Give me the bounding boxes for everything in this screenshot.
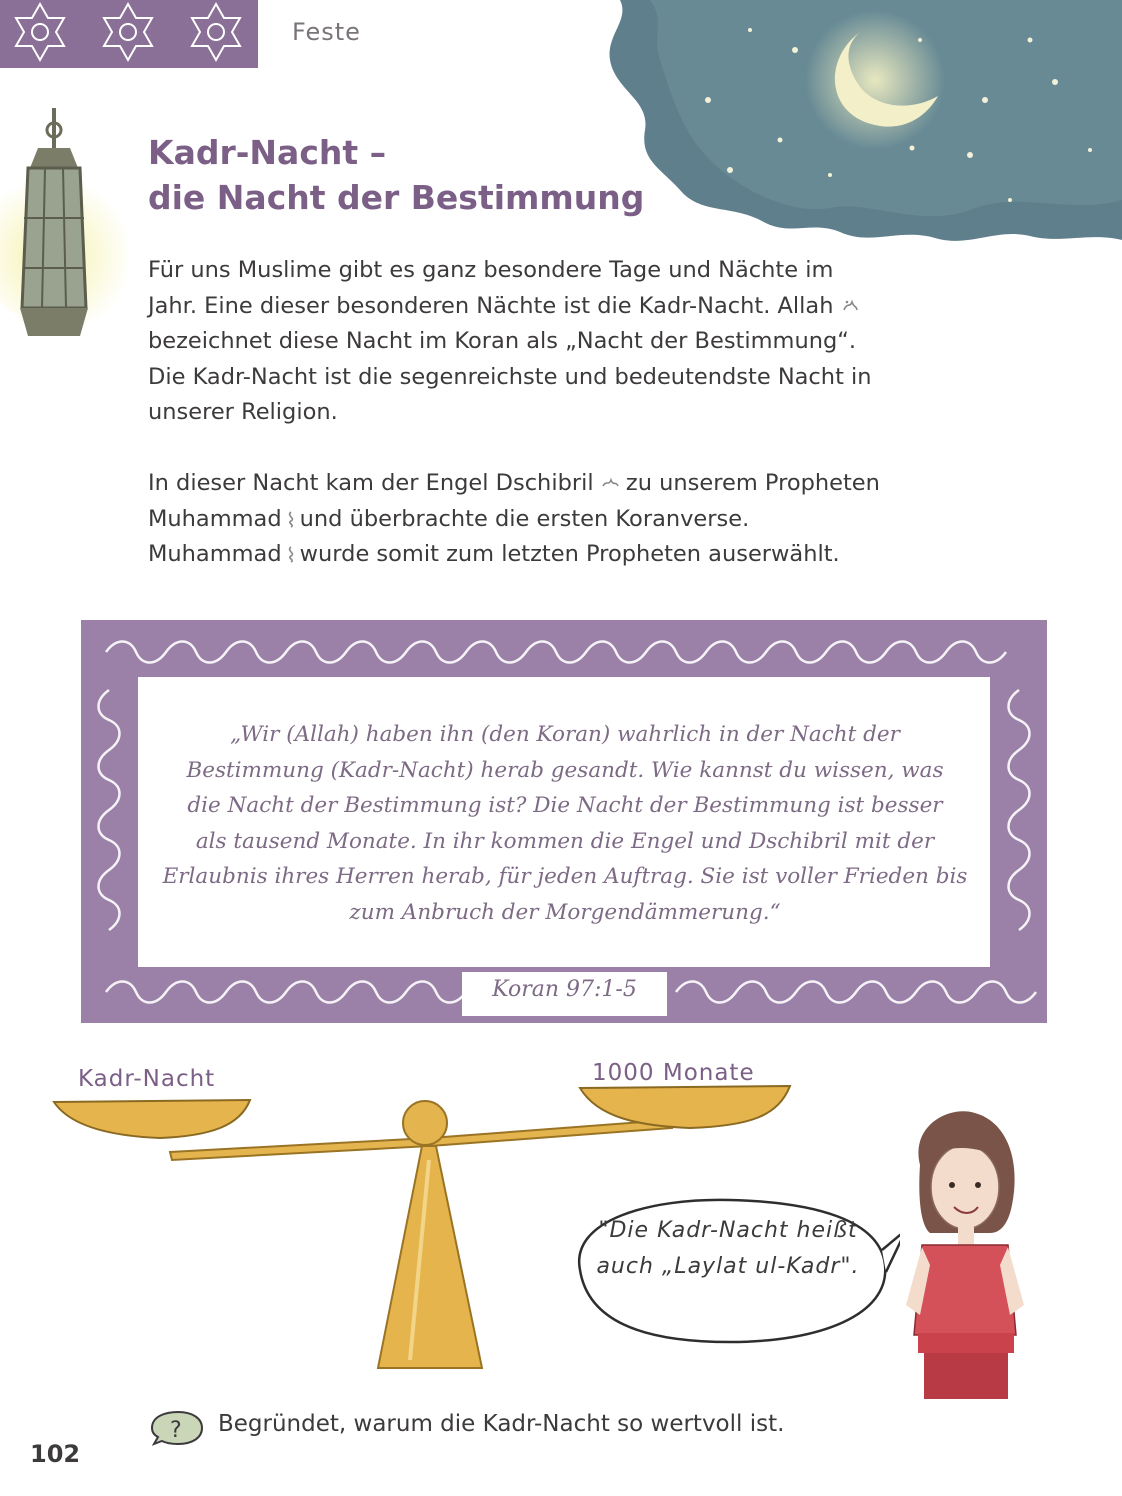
honorific-glyph-icon <box>282 545 300 563</box>
revelation-line-2 <box>148 502 948 538</box>
revelation-line-1-text: In dieser Nacht kam der Engel Dschibril <box>148 470 594 496</box>
section-label: Feste <box>292 18 361 46</box>
honorific-glyph-icon <box>841 297 859 315</box>
intro-line-2-text: Jahr. Eine dieser besonderen Nächte ist die Kadr-Nacht. Allah <box>148 292 834 319</box>
quote-line: als tausend Monate. In ihr kommen die Engel und Dschibril mit der <box>195 828 935 854</box>
intro-line-4: Die Kadr-Nacht ist die segenreichste und bedeutendste Nacht in <box>148 363 872 390</box>
scale-right-label: 1000 Monate <box>592 1060 755 1086</box>
task-instruction: Begründet, warum die Kadr-Nacht so wertvoll ist. <box>218 1411 785 1437</box>
intro-line-2 <box>148 289 948 325</box>
quote-line: zum Anbruch der Morgendämmerung.“ <box>349 899 781 925</box>
left-pan-icon <box>54 1100 250 1138</box>
revelation-line-3-text: Muhammad <box>148 541 282 567</box>
right-pan-icon <box>580 1086 790 1128</box>
quran-quote <box>160 717 970 930</box>
page-number: 102 <box>30 1440 81 1468</box>
svg-text:?: ? <box>170 1418 182 1443</box>
revelation-line-1 <box>148 466 948 502</box>
quote-line: Bestimmung (Kadr-Nacht) herab gesandt. Wie kannst du wissen, was <box>186 757 944 783</box>
revelation-line-3-tail: wurde somit zum letzten Propheten auserwählt. <box>299 541 840 567</box>
speech-line-2: auch „Laylat ul-Kadr". <box>596 1254 860 1279</box>
page-title <box>148 130 668 220</box>
title-line-2: die Nacht der Bestimmung <box>148 178 645 217</box>
honorific-glyph-icon <box>282 510 300 528</box>
revelation-line-1-tail: zu unserem Propheten <box>618 470 880 496</box>
revelation-paragraph <box>148 466 948 573</box>
intro-line-3: bezeichnet diese Nacht im Koran als „Nacht der Bestimmung“. <box>148 328 857 354</box>
speech-text <box>578 1213 878 1285</box>
quote-line: „Wir (Allah) haben ihn (den Koran) wahrlich in der Nacht der <box>230 722 900 747</box>
girl-illustration <box>880 1105 1040 1405</box>
intro-line-1: Für uns Muslime gibt es ganz besondere Tage und Nächte im <box>148 257 834 283</box>
quote-line: die Nacht der Bestimmung ist? Die Nacht der Bestimmung ist besser <box>187 793 943 818</box>
intro-line-5: unserer Religion. <box>148 399 338 425</box>
revelation-line-2-tail: und überbrachte die ersten Koranverse. <box>299 505 750 532</box>
question-speech-icon <box>148 1410 208 1446</box>
speech-line-1: "Die Kadr-Nacht heißt <box>598 1218 858 1243</box>
star-pattern-band <box>0 0 258 68</box>
night-sky-illustration <box>590 0 1122 250</box>
scale-left-label: Kadr-Nacht <box>78 1066 216 1092</box>
revelation-line-2-text: Muhammad <box>148 505 282 532</box>
lantern-illustration <box>0 108 140 358</box>
quote-line: Erlaubnis ihres Herren herab, für jeden Auftrag. Sie ist voller Frieden bis <box>162 864 968 889</box>
honorific-glyph-icon <box>601 474 619 492</box>
quote-source: Koran 97:1-5 <box>492 977 637 1002</box>
title-line-1: Kadr-Nacht – <box>148 133 387 172</box>
revelation-line-3 <box>148 537 948 573</box>
intro-paragraph <box>148 253 948 431</box>
